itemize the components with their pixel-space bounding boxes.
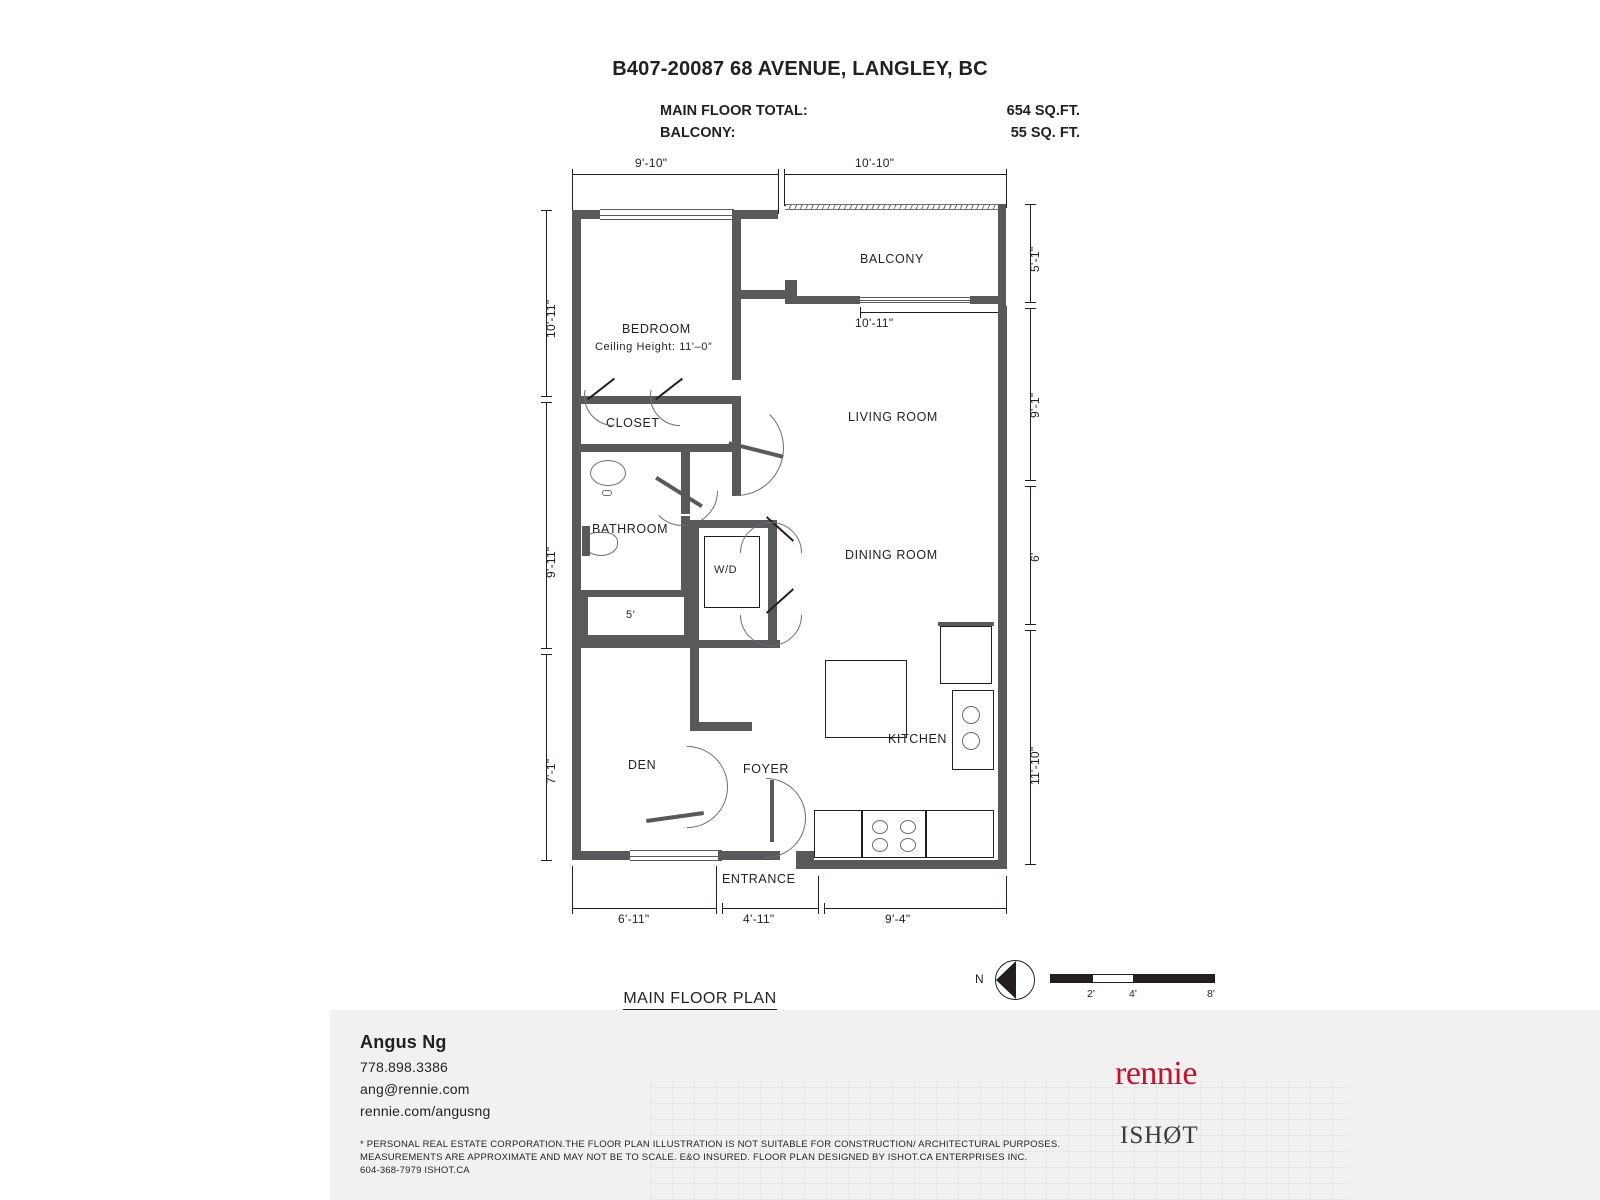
dim-ext xyxy=(572,180,573,214)
dim-left-bath: 9'-11" xyxy=(544,546,558,578)
dim-line-top-right xyxy=(784,174,1006,175)
dim-tick xyxy=(541,860,552,861)
kitchen-island xyxy=(825,660,907,738)
dim-tick xyxy=(541,648,552,649)
room-note-bedroom-ceiling: Ceiling Height: 11'–0” xyxy=(595,341,713,353)
wall-den-foyer xyxy=(690,722,752,731)
dim-tick xyxy=(716,903,717,914)
agent-email[interactable]: ang@rennie.com xyxy=(360,1081,470,1097)
dim-tick xyxy=(572,169,573,180)
dim-bottom-mid: 4'-11" xyxy=(743,912,775,926)
agent-phone[interactable]: 778.898.3386 xyxy=(360,1059,449,1075)
dim-tick xyxy=(1025,480,1036,481)
dim-line-bottom-left xyxy=(572,908,716,909)
door-panel-entrance xyxy=(770,780,774,842)
wall-bottom-left xyxy=(572,851,632,860)
dim-tick xyxy=(1025,302,1036,303)
total-value-balcony: 55 SQ. FT. xyxy=(1010,125,1080,141)
wall-den-right xyxy=(690,648,699,730)
range-cooktop xyxy=(862,810,926,858)
dim-bottom-right: 9'-4" xyxy=(885,912,911,926)
sliding-door-glass xyxy=(860,297,970,303)
sink-bowl-upper xyxy=(962,706,980,724)
dim-tick xyxy=(722,903,723,914)
dim-tick xyxy=(572,903,573,914)
dim-left-den: 7'-1" xyxy=(544,758,558,784)
room-label-entrance: ENTRANCE xyxy=(722,872,796,886)
room-label-closet: CLOSET xyxy=(606,416,660,430)
dim-ext xyxy=(784,180,785,206)
room-label-foyer: FOYER xyxy=(743,762,790,776)
page-title: B407-20087 68 AVENUE, LANGLEY, BC xyxy=(612,58,988,80)
dim-ext xyxy=(716,866,717,908)
dim-line-bottom-right xyxy=(824,908,1006,909)
wall-wd-left xyxy=(690,520,699,648)
counter-bottom-left xyxy=(814,810,862,858)
dim-line-top-left xyxy=(572,174,778,175)
compass-north-label: N xyxy=(975,972,984,986)
compass-and-scale xyxy=(975,960,1235,1010)
scale-seg-1 xyxy=(1050,974,1092,983)
dim-bottom-left: 6'-11" xyxy=(618,912,650,926)
total-value-main: 654 SQ.FT. xyxy=(1006,103,1080,119)
dim-tick xyxy=(541,402,552,403)
main-floor-plan xyxy=(500,156,1120,1000)
dim-tick xyxy=(1006,169,1007,180)
room-label-den: DEN xyxy=(628,758,657,772)
sink-basin xyxy=(590,460,626,486)
wall-closet-bottom xyxy=(581,444,741,452)
sink-faucet xyxy=(602,490,612,496)
den-window xyxy=(630,850,722,861)
disclaimer-text xyxy=(360,1138,1060,1177)
dim-left-bedroom: 10'-11" xyxy=(544,299,558,338)
wall-balcony-right-lower xyxy=(998,266,1006,306)
balcony-railing xyxy=(785,204,1005,210)
area-totals xyxy=(660,100,1080,144)
dim-tick xyxy=(1025,486,1036,487)
dim-tick xyxy=(541,654,552,655)
wall-bedroom-right-upper xyxy=(732,210,741,380)
ishot-logo: ISHØT xyxy=(1120,1122,1199,1149)
refrigerator xyxy=(940,626,992,684)
room-label-kitchen: KITCHEN xyxy=(888,732,948,746)
dim-top-right: 10'-10" xyxy=(855,156,895,170)
room-label-bathroom: BATHROOM xyxy=(592,522,669,536)
total-row-main xyxy=(660,100,1080,122)
agent-name: Angus Ng xyxy=(360,1032,447,1052)
room-label-balcony: BALCONY xyxy=(860,252,924,266)
dim-line-balcony-inner xyxy=(860,312,1006,313)
wall-bedroom-to-living xyxy=(741,290,787,299)
dim-line-bottom-mid xyxy=(722,908,818,909)
room-label-living: LIVING ROOM xyxy=(848,410,938,424)
burner-4 xyxy=(900,838,916,852)
dim-right-dining: 6' xyxy=(1028,552,1042,562)
fridge-top-line xyxy=(938,622,994,626)
plan-caption-title: MAIN FLOOR PLAN xyxy=(623,990,776,1010)
scale-bar xyxy=(1050,974,1215,983)
dim-right-kitchen: 11'-10" xyxy=(1028,746,1042,785)
dim-tick xyxy=(1025,630,1036,631)
burner-2 xyxy=(900,820,916,834)
dim-tick xyxy=(784,169,785,180)
scale-tick-4ft: 4' xyxy=(1129,988,1137,1000)
dim-balcony-inner: 10'-11" xyxy=(855,316,894,330)
total-label-main: MAIN FLOOR TOTAL: xyxy=(660,103,808,119)
dim-tick xyxy=(1025,308,1036,309)
wall-balcony-right xyxy=(998,204,1006,270)
counter-bottom-right xyxy=(926,810,994,858)
rennie-logo: rennie xyxy=(1115,1055,1197,1092)
dim-top-left: 9'-10" xyxy=(635,156,668,170)
disclaimer-line-1: * PERSONAL REAL ESTATE CORPORATION.THE FLOOR PLAN ILLUSTRATION IS NOT SUITABLE FOR CONSTRUCTION/ ARCHITECTURAL PURPOSES. xyxy=(360,1139,1061,1150)
dim-tick xyxy=(541,210,552,211)
toilet-tank xyxy=(582,526,590,556)
wall-exterior-left xyxy=(572,210,581,860)
burner-3 xyxy=(872,838,888,852)
room-label-bedroom: BEDROOM xyxy=(622,322,691,336)
disclaimer-line-2: MEASUREMENTS ARE APPROXIMATE AND MAY NOT BE TO SCALE. E&O INSURED. FLOOR PLAN DESIGNED BY ISHOT.CA ENTERPRISES INC. xyxy=(360,1152,1028,1163)
scale-tick-2ft: 2' xyxy=(1087,988,1095,1000)
disclaimer-line-3: 604-368-7979 ISHOT.CA xyxy=(360,1165,470,1176)
total-row-balcony xyxy=(660,122,1080,144)
dim-tick xyxy=(1025,204,1036,205)
dim-line-left-bath xyxy=(546,402,547,648)
room-label-dining: DINING ROOM xyxy=(845,548,938,562)
total-label-balcony: BALCONY: xyxy=(660,125,736,141)
dim-tick xyxy=(541,396,552,397)
dim-tub-width: 5' xyxy=(626,609,636,621)
burner-1 xyxy=(872,820,888,834)
dim-line-left-den xyxy=(546,654,547,860)
dim-tick xyxy=(1025,624,1036,625)
door-arc-entrance xyxy=(726,778,806,858)
dim-right-living: 9'-1" xyxy=(1028,392,1042,418)
dim-right-balcony: 5'-1" xyxy=(1028,246,1042,272)
scale-tick-8ft: 8' xyxy=(1207,988,1215,1000)
dim-tick xyxy=(824,903,825,914)
wall-exterior-right xyxy=(998,306,1007,869)
wall-bottom-kitchen xyxy=(796,860,1006,869)
counter-right xyxy=(952,690,994,770)
dim-tick xyxy=(1025,864,1036,865)
bathtub-inner xyxy=(588,597,684,635)
dim-tick xyxy=(1006,903,1007,914)
wall-entrance-jamb xyxy=(796,851,814,869)
appliance-label-wd: W/D xyxy=(714,564,738,576)
bedroom-window xyxy=(600,209,734,220)
dim-tick xyxy=(818,903,819,914)
scale-seg-2 xyxy=(1092,974,1134,983)
dim-ext xyxy=(572,866,573,908)
dim-ext xyxy=(1006,180,1007,208)
footer-bar xyxy=(330,1010,1600,1200)
dim-tick xyxy=(778,169,779,180)
agent-website[interactable]: rennie.com/angusng xyxy=(360,1103,491,1119)
sink-bowl-lower xyxy=(962,732,980,750)
dim-ext xyxy=(778,180,779,214)
agent-card xyxy=(360,1032,490,1119)
scale-seg-3 xyxy=(1134,974,1215,983)
